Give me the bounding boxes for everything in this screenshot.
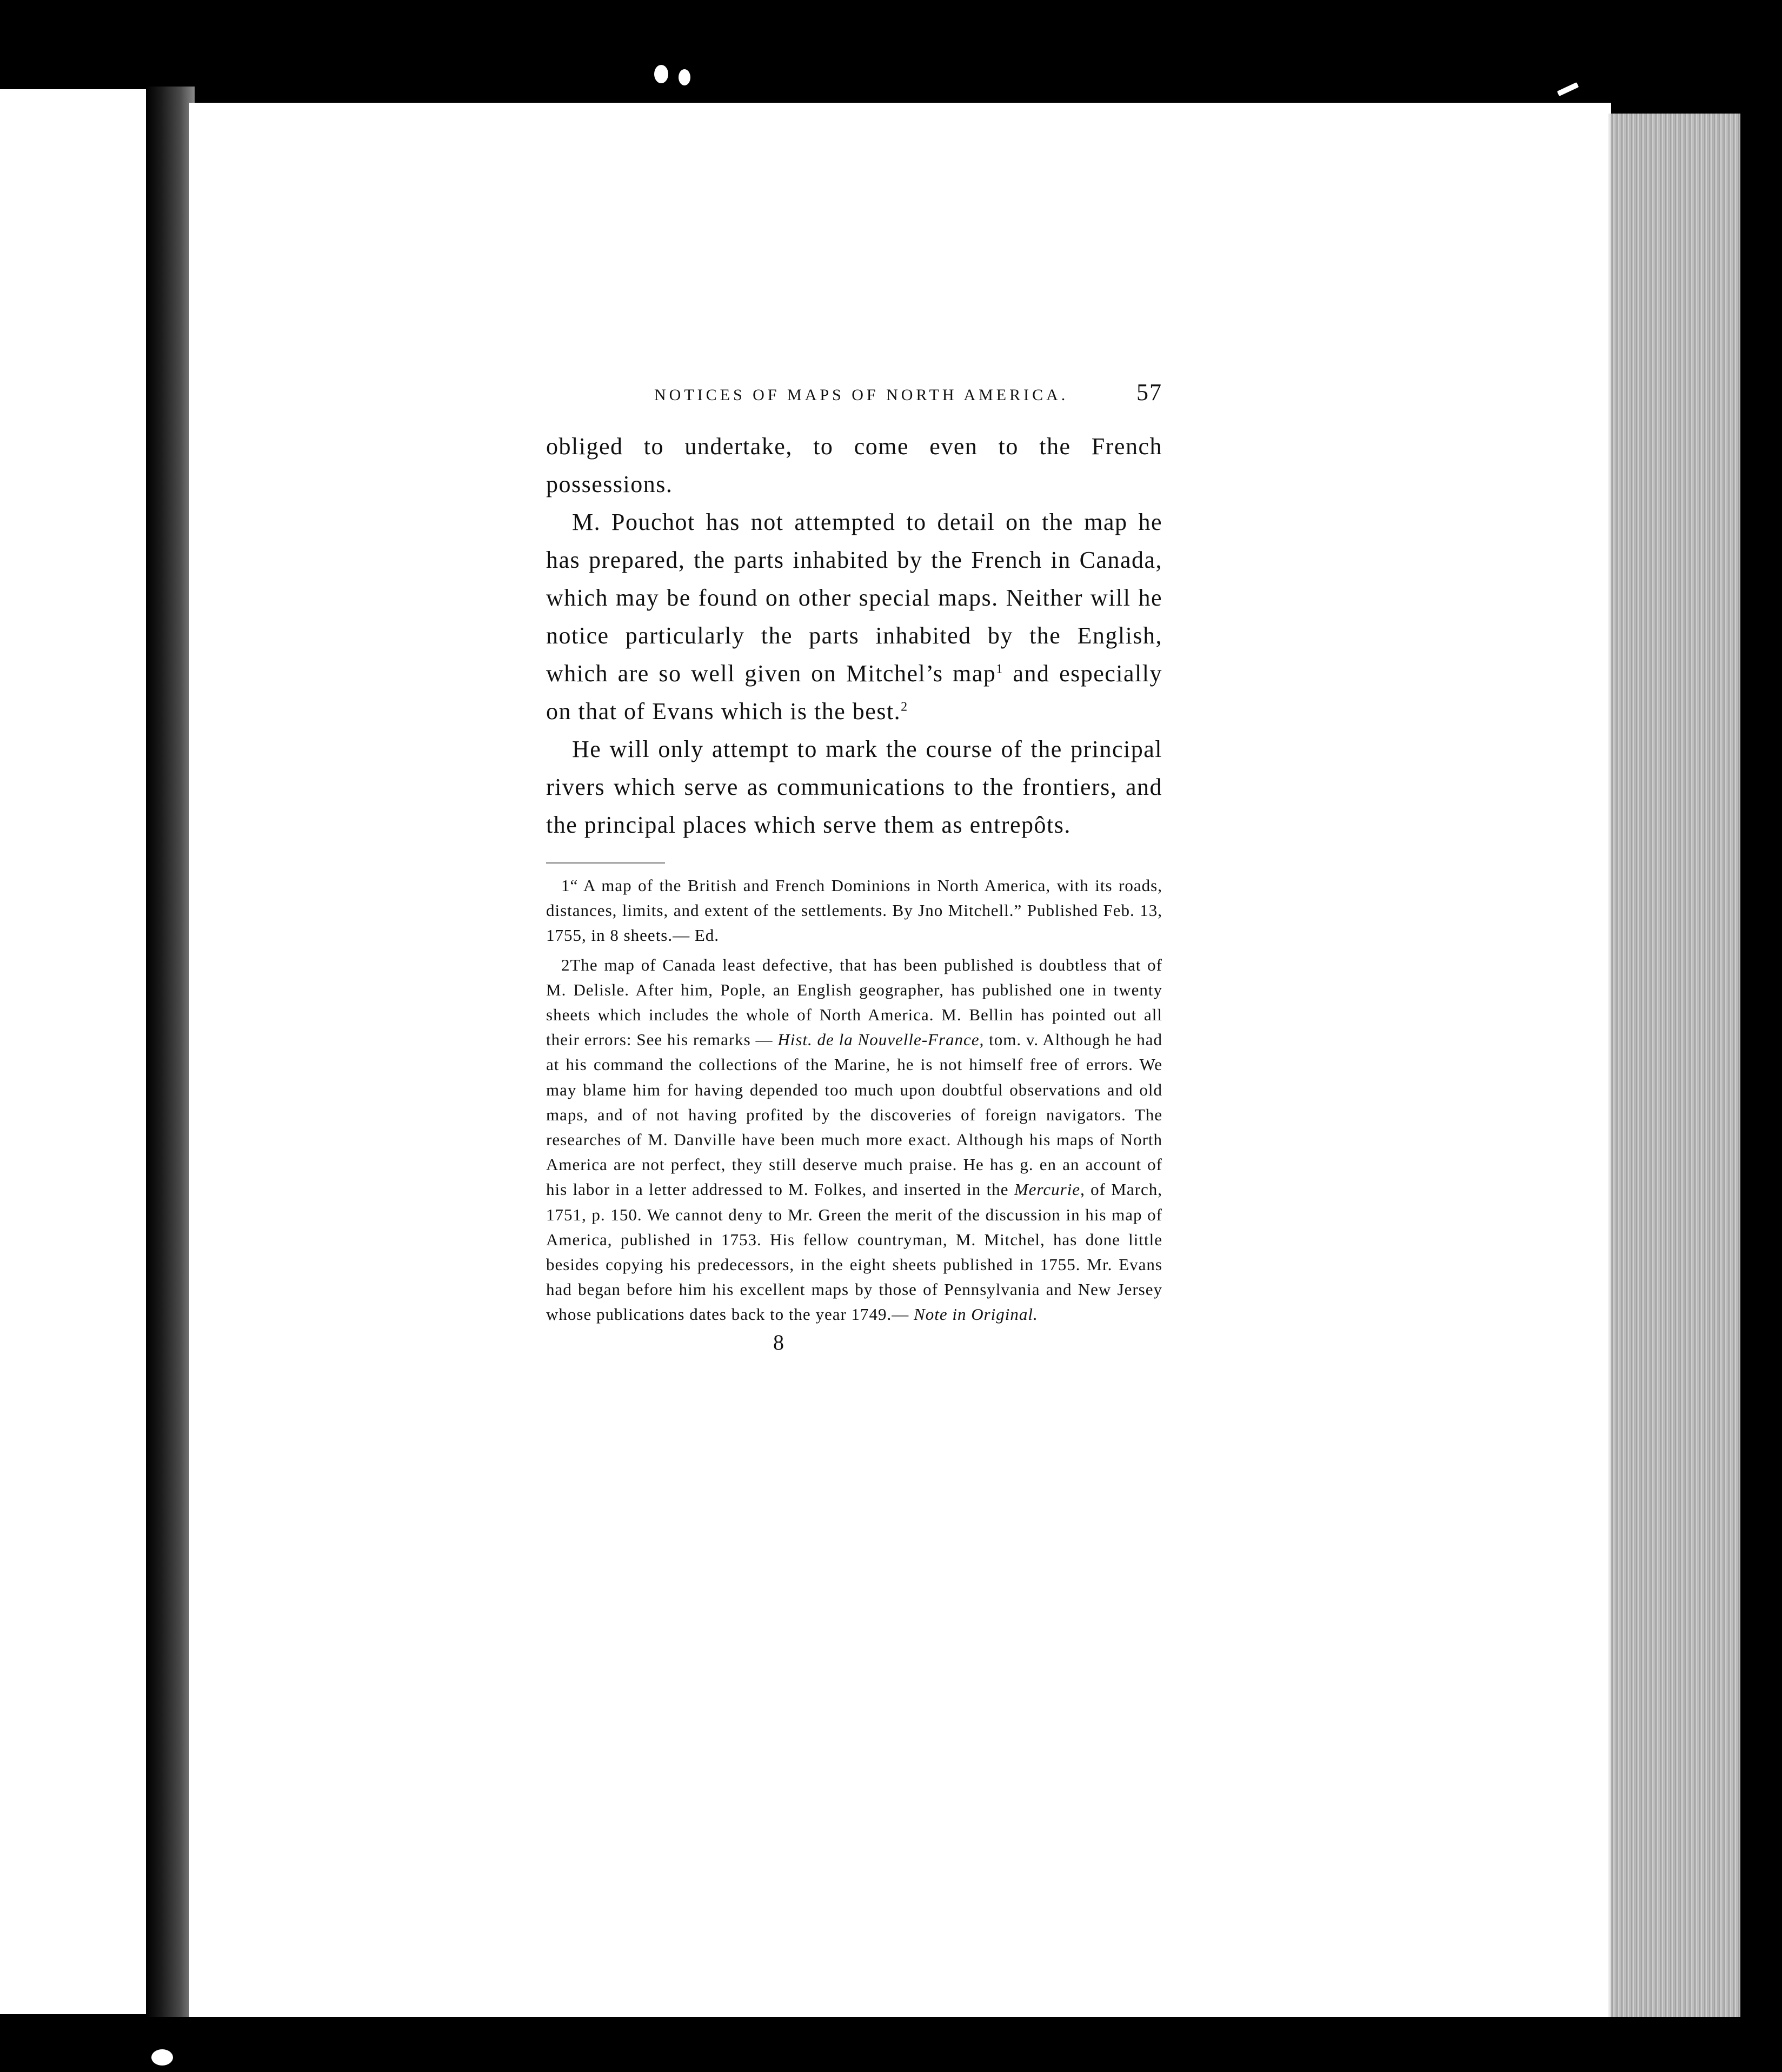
running-head-title: NOTICES OF MAPS OF NORTH AMERICA.: [654, 386, 1069, 404]
scan-speck: [151, 2049, 173, 2066]
running-head: [654, 378, 1162, 406]
footnote-marker: 1: [996, 662, 1003, 676]
scan-speck: [1557, 82, 1579, 96]
footnote: [546, 953, 1162, 1327]
signature-mark: 8: [773, 1330, 784, 1354]
footnote-italic: Mercurie: [1014, 1180, 1081, 1199]
footnote-text: 2The map of Canada least defective, that has been published is doubtless that of M. Delisle. After him, Pople, an English geographer, has published one in twenty sheets which includes the whole of North America. M. Bellin has pointed out all their errors: See his remarks —: [546, 955, 1162, 1050]
body-text: M. Pouchot has not attempted to detail on the map he has prepared, the parts inhabited by the French in Canada, which may be found on other special maps. Neither will he notice particularly the parts inhabited by the English, which are so well given on Mitchel’s map: [546, 509, 1162, 687]
body-paragraph: He will only attempt to mark the course of the principal rivers which serve as communications to the frontiers, and the principal places which serve them as entrepôts.: [546, 736, 1162, 838]
footnote-text: , tom. v. Although he had at his command the collections of the Marine, he is not himself free of errors. We may blame him for having depended too much upon doubtful observations and old maps, and of not having profited by the discoveries of foreign navigators. The researches of M. Danville have been much more exact. Although his maps of North America are not perfect, they still deserve much praise. He has g. en an account of his labor in a letter addressed to M. Folkes, and inserted in the: [546, 1030, 1162, 1199]
gutter-shadow: [146, 87, 195, 2017]
page-block-edge: [1608, 114, 1740, 2017]
scan-speck: [654, 65, 668, 83]
footnote-marker: 2: [901, 700, 908, 714]
page-number: 57: [1136, 379, 1162, 406]
footnote-text: , of March, 1751, p. 150. We cannot deny to Mr. Green the merit of the discussion in his map of America, published in 1753. His fellow countryman, M. Mitchel, has done little besides copying his predecessors, in the eight sheets published in 1755. Mr. Evans had began before him his excellent maps by those of Pennsylvania and New Jersey whose publications dates back to the year 1749.—: [546, 1180, 1162, 1324]
page-text: [546, 378, 1162, 1355]
footnote-italic: Hist. de la Nouvelle-France: [777, 1030, 980, 1050]
body-paragraph: obliged to undertake, to come even to the French possessions.: [546, 433, 1162, 497]
footnote: 1“ A map of the British and French Dominions in North America, with its roads, distances, limits, and extent of the settlements. By Jno Mitchell.” Published Feb. 13, 1755, in 8 sheets.— Ed.: [546, 876, 1162, 945]
footnote-italic: Note in Original.: [914, 1305, 1038, 1324]
body-paragraph: [546, 503, 1162, 730]
body-text: and especially on that of Evans which is the best.: [546, 660, 1162, 725]
left-page-edge: [0, 89, 151, 2014]
footnote-rule: [546, 862, 665, 864]
bottom-margin: [0, 2017, 1782, 2072]
scan-speck: [679, 69, 690, 85]
